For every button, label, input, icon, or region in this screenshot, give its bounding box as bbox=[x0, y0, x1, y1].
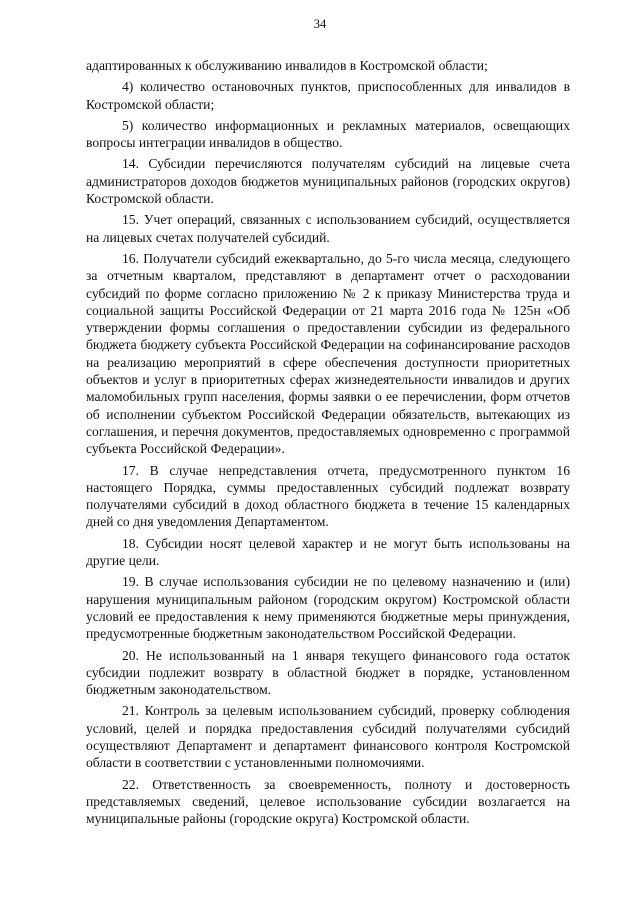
paragraph-14: 14. Субсидии перечисляются получателям субсидий на лицевые счета администраторов доходов бюджетов муниципальных районов (городских округов) Костромской области. bbox=[86, 156, 570, 207]
paragraph-item-5: 5) количество информационных и рекламных материалов, освещающих вопросы интеграции инвалидов в общество. bbox=[86, 117, 570, 151]
document-body bbox=[86, 57, 570, 831]
paragraph-continuation: адаптированных к обслуживанию инвалидов в Костромской области; bbox=[86, 58, 488, 73]
paragraph-18: 18. Субсидии носят целевой характер и не могут быть использованы на другие цели. bbox=[86, 535, 570, 569]
paragraph-16: 16. Получатели субсидий ежеквартально, до 5-го числа месяца, следующего за отчетным кварталом, представляют в департамент отчет о расходовании субсидий по форме согласно приложению № 2 к приказу Министерства труда и социальной защиты Российской Федерации от 21 марта 2016 года № 125н «Об утверждении формы соглашения о предоставлении субсидии из федерального бюджета бюджету субъекта Российской Федерации на софинансирование расходов на реализацию мероприятий в сфере обеспечения доступности приоритетных объектов и услуг в приоритетных сферах жизнедеятельности инвалидов и других маломобильных групп населения, формы заявки о ее перечислении, форм отчетов об исполнении субъектом Российской Федерации обязательств, вытекающих из соглашения, и перечня документов, предоставляемых одновременно с программой субъекта Российской Федерации». bbox=[86, 250, 570, 457]
paragraph-19: 19. В случае использования субсидии не по целевому назначению и (или) нарушения муниципальным районом (городским округом) Костромской области условий ее предоставления к нему применяются бюджетные меры принуждения, предусмотренные бюджетным законодательством Российской Федерации. bbox=[86, 574, 570, 642]
paragraph-15: 15. Учет операций, связанных с использованием субсидий, осуществляется на лицевых счетах получателей субсидий. bbox=[86, 212, 570, 245]
paragraph-17: 17. В случае непредставления отчета, предусмотренного пунктом 16 настоящего Порядка, суммы предоставленных субсидий подлежат возврату получателями субсидий в доход областного бюджета в течение 15 календарных дней со дня уведомления Департаментом. bbox=[86, 462, 570, 530]
paragraph-21: 21. Контроль за целевым использованием субсидий, проверку соблюдения условий, целей и порядка предоставления субсидий получателями субсидий осуществляют Департамент и департамент финансового контроля Костромской области в соответствии с установленными полномочиями. bbox=[86, 703, 570, 771]
paragraph-item-4: 4) количество остановочных пунктов, приспособленных для инвалидов в Костромской области; bbox=[86, 79, 570, 112]
paragraph-22: 22. Ответственность за своевременность, полноту и достоверность представляемых сведений, целевое использование субсидии возлагается на муниципальные районы (городские округа) Костромской области. bbox=[86, 776, 570, 827]
paragraph-20: 20. Не использованный на 1 января текущего финансового года остаток субсидии подлежит возврату в областной бюджет в порядке, установленном бюджетным законодательством. bbox=[86, 647, 570, 698]
page-number: 34 bbox=[313, 17, 327, 31]
